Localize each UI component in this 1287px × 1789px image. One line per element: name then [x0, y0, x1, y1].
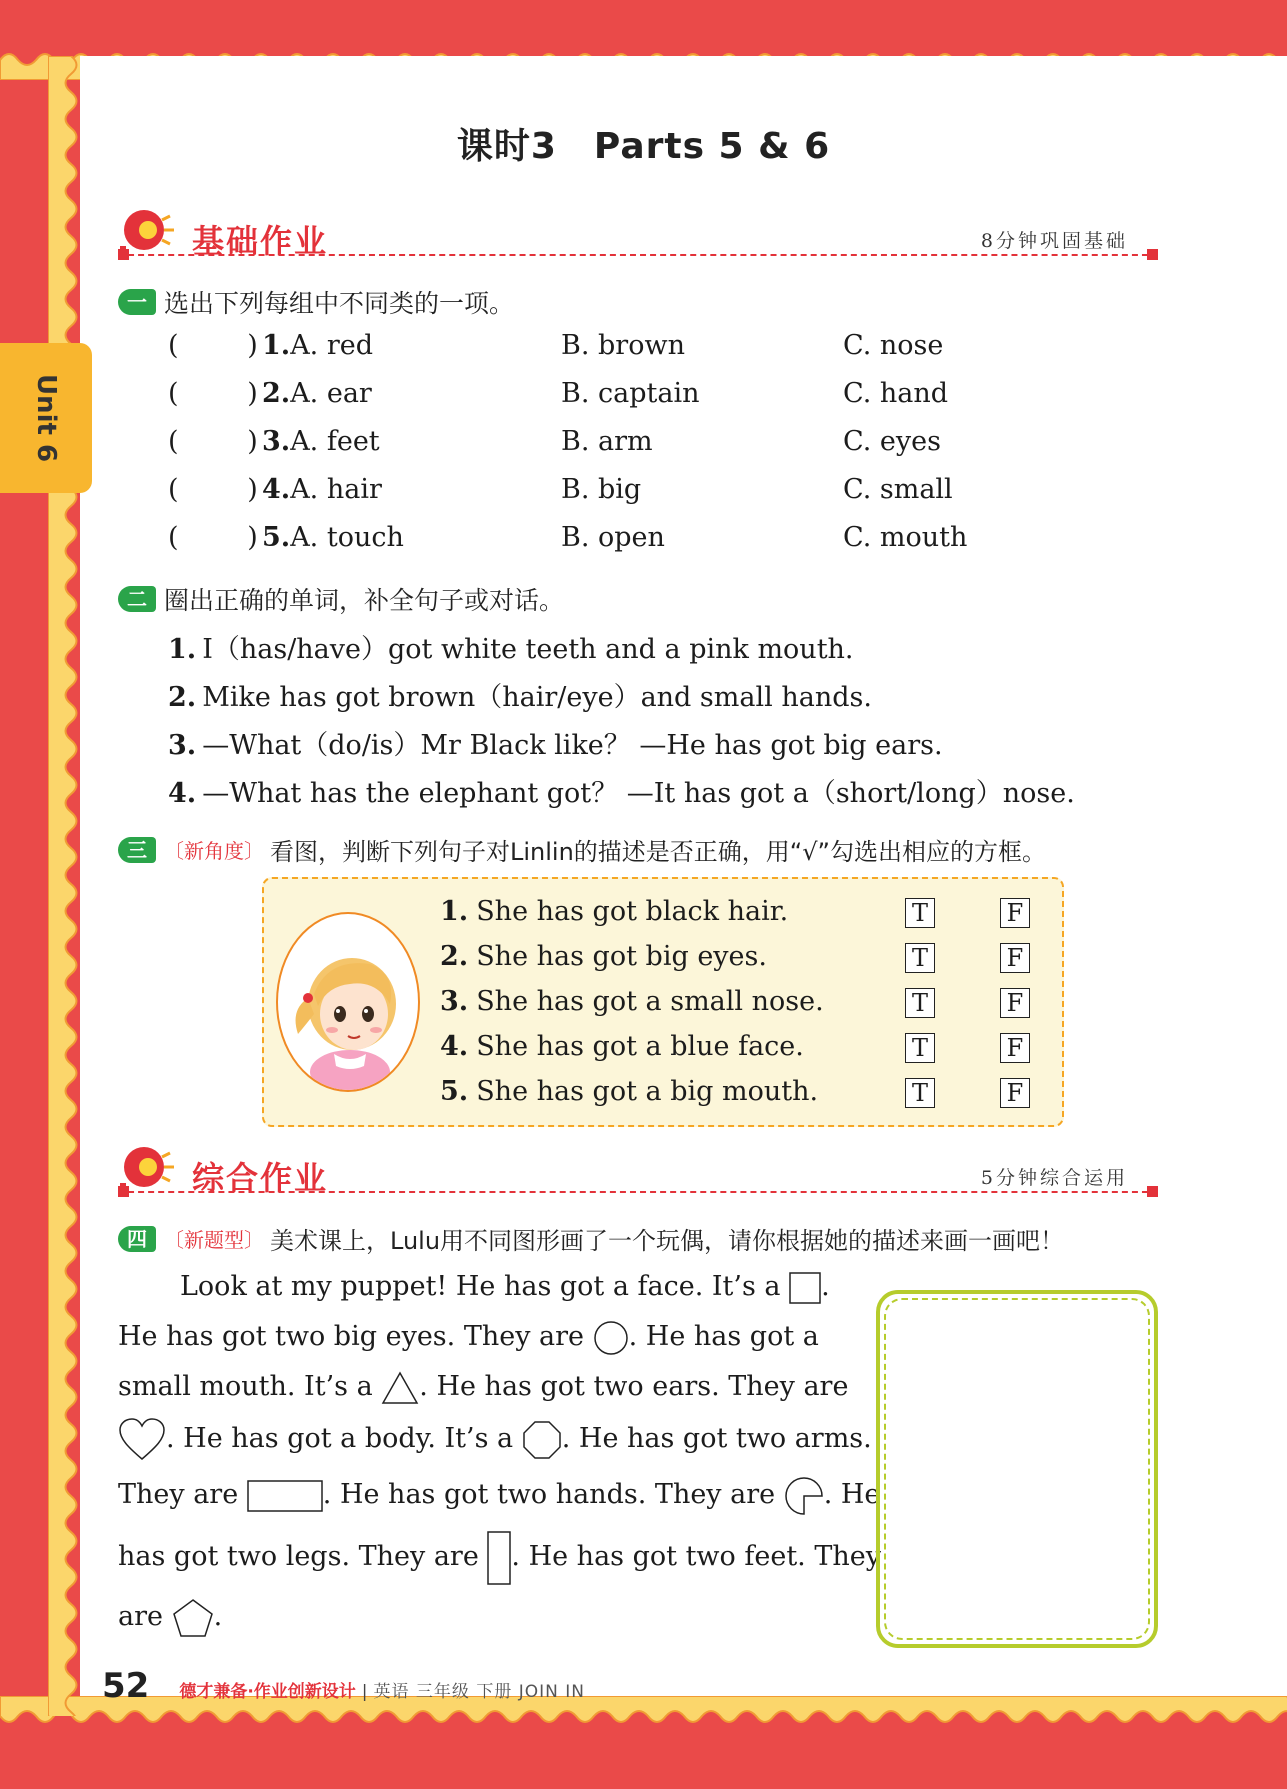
item-number: 2. [440, 941, 469, 972]
item-number: 2. [168, 682, 197, 713]
girl-image [278, 914, 420, 1092]
false-checkbox[interactable]: F [1000, 943, 1030, 973]
statement-row [440, 941, 767, 972]
answer-bracket[interactable]: ( ) [168, 426, 258, 457]
choice-row [168, 522, 404, 553]
rectangle-shape-icon [247, 1480, 323, 1512]
circle-shape-icon [593, 1320, 629, 1356]
question-4-header [118, 1221, 1064, 1256]
section-header-comprehensive [118, 1143, 1158, 1203]
question-number: 三 [118, 837, 156, 863]
choice-row [168, 330, 373, 361]
tall-rectangle-shape-icon [487, 1531, 511, 1585]
choice-row [168, 474, 382, 505]
option-c: C. small [843, 474, 953, 505]
true-checkbox[interactable]: T [905, 1033, 935, 1063]
choice-row [168, 426, 380, 457]
statement-row [440, 986, 824, 1017]
option-c: C. mouth [843, 522, 968, 553]
option-b: B. big [561, 474, 642, 505]
question-1-header [118, 284, 514, 320]
true-checkbox[interactable]: T [905, 988, 935, 1018]
answer-bracket[interactable]: ( ) [168, 522, 258, 553]
paragraph-line: . He has got a body. It’s a . He has got two arms. [118, 1412, 830, 1466]
option-b: B. open [561, 522, 665, 553]
question-instruction: 美术课上，Lulu用不同图形画了一个玩偶，请你根据她的描述来画一画吧！ [270, 1227, 1065, 1255]
item-number: 1. [262, 330, 291, 361]
option-a: A. hair [290, 474, 382, 505]
option-c: C. hand [843, 378, 949, 409]
question-instruction: 圈出正确的单词，补全句子或对话。 [164, 586, 565, 615]
question-tag: 〔新题型〕 [164, 1228, 264, 1252]
option-c: C. nose [843, 330, 944, 361]
linlin-portrait [276, 912, 420, 1092]
statement-row [440, 1076, 818, 1107]
false-checkbox[interactable]: F [1000, 898, 1030, 928]
item-number: 5. [262, 522, 291, 553]
option-b: B. arm [561, 426, 653, 457]
footer-brand: 德才兼备·作业创新设计 [179, 1682, 356, 1702]
false-checkbox[interactable]: F [1000, 1033, 1030, 1063]
sentence-text: Mike has got brown（hair/eye）and small hands. [202, 682, 872, 713]
paragraph-line: He has got two big eyes. They are . He has got a [118, 1310, 830, 1364]
answer-bracket[interactable]: ( ) [168, 330, 258, 361]
paragraph-line: Look at my puppet! He has got a face. It’s a . [180, 1271, 830, 1302]
footer-info: 英语 三年级 下册 JOIN IN [373, 1682, 586, 1702]
sentence-text: —What has the elephant got？ —It has got a（short/long）nose. [202, 778, 1075, 809]
answer-bracket[interactable]: ( ) [168, 378, 258, 409]
sentence-text: —What（do/is）Mr Black like？ —He has got big ears. [202, 730, 943, 761]
answer-bracket[interactable]: ( ) [168, 474, 258, 505]
true-checkbox[interactable]: T [905, 1078, 935, 1108]
unit-tab-label: Unit 6 [30, 373, 61, 463]
page-footer [102, 1666, 585, 1706]
question-number: 一 [118, 289, 156, 315]
question-number: 二 [118, 586, 156, 612]
question-number: 四 [118, 1226, 156, 1252]
option-c: C. eyes [843, 426, 941, 457]
option-b: B. captain [561, 378, 700, 409]
item-number: 1. [440, 896, 469, 927]
statement-text: She has got a small nose. [476, 986, 824, 1017]
square-shape-icon [789, 1272, 821, 1304]
item-number: 3. [168, 730, 197, 761]
pentagon-shape-icon [172, 1598, 214, 1638]
item-number: 2. [262, 378, 291, 409]
item-number: 4. [168, 778, 197, 809]
question-instruction: 看图，判断下列句子对Linlin的描述是否正确，用“√”勾选出相应的方框。 [270, 838, 1046, 866]
statement-text: She has got a big mouth. [476, 1076, 819, 1107]
option-b: B. brown [561, 330, 685, 361]
octagon-shape-icon [522, 1420, 562, 1460]
item-number: 3. [262, 426, 291, 457]
question-2-header [118, 581, 564, 617]
page-number: 52 [102, 1666, 150, 1706]
statement-text: She has got a blue face. [476, 1031, 804, 1062]
choice-row [168, 378, 372, 409]
section-name: 基础作业 [192, 222, 329, 260]
statement-row [440, 896, 788, 927]
question-tag: 〔新角度〕 [164, 839, 264, 863]
option-a: A. feet [290, 426, 380, 457]
item-number: 3. [440, 986, 469, 1017]
sentence-row [168, 723, 943, 762]
sentence-row [168, 771, 1075, 810]
paragraph-line: are . [118, 1590, 830, 1644]
false-checkbox[interactable]: F [1000, 988, 1030, 1018]
paragraph-line: has got two legs. They are . He has got two feet. They [118, 1530, 830, 1585]
wavy-left-border [48, 56, 94, 1716]
paragraph-line: small mouth. It’s a . He has got two ears. They are [118, 1360, 830, 1414]
footer-separator: | [361, 1682, 368, 1702]
question-instruction: 选出下列每组中不同类的一项。 [164, 289, 515, 318]
triangle-shape-icon [381, 1371, 419, 1405]
item-number: 5. [440, 1076, 469, 1107]
false-checkbox[interactable]: F [1000, 1078, 1030, 1108]
true-checkbox[interactable]: T [905, 943, 935, 973]
unit-tab [0, 343, 92, 493]
option-a: A. ear [290, 378, 372, 409]
page-title: 课时3 Parts 5 & 6 [456, 126, 831, 167]
question-3-header [118, 832, 1046, 867]
item-number: 1. [168, 634, 197, 665]
three-quarter-circle-icon [784, 1476, 824, 1516]
puppet-description [118, 1260, 881, 1660]
statement-row [440, 1031, 804, 1062]
item-number: 4. [262, 474, 291, 505]
sentence-row [168, 675, 872, 714]
item-number: 4. [440, 1031, 469, 1062]
drawing-area[interactable] [876, 1290, 1158, 1648]
sentence-row [168, 627, 854, 666]
statement-text: She has got big eyes. [476, 941, 767, 972]
paragraph-line: They are . He has got two hands. They are . He [118, 1468, 830, 1522]
option-a: A. red [290, 330, 374, 361]
true-checkbox[interactable]: T [905, 898, 935, 928]
section-sub: 8分钟巩固基础 [980, 230, 1128, 252]
section-name: 综合作业 [192, 1159, 329, 1197]
sentence-text: I（has/have）got white teeth and a pink mouth. [202, 634, 854, 665]
section-header-basic [118, 206, 1158, 266]
section-sub: 5分钟综合运用 [980, 1167, 1128, 1189]
statement-text: She has got black hair. [476, 896, 789, 927]
option-a: A. touch [290, 522, 404, 553]
heart-shape-icon [118, 1417, 166, 1463]
